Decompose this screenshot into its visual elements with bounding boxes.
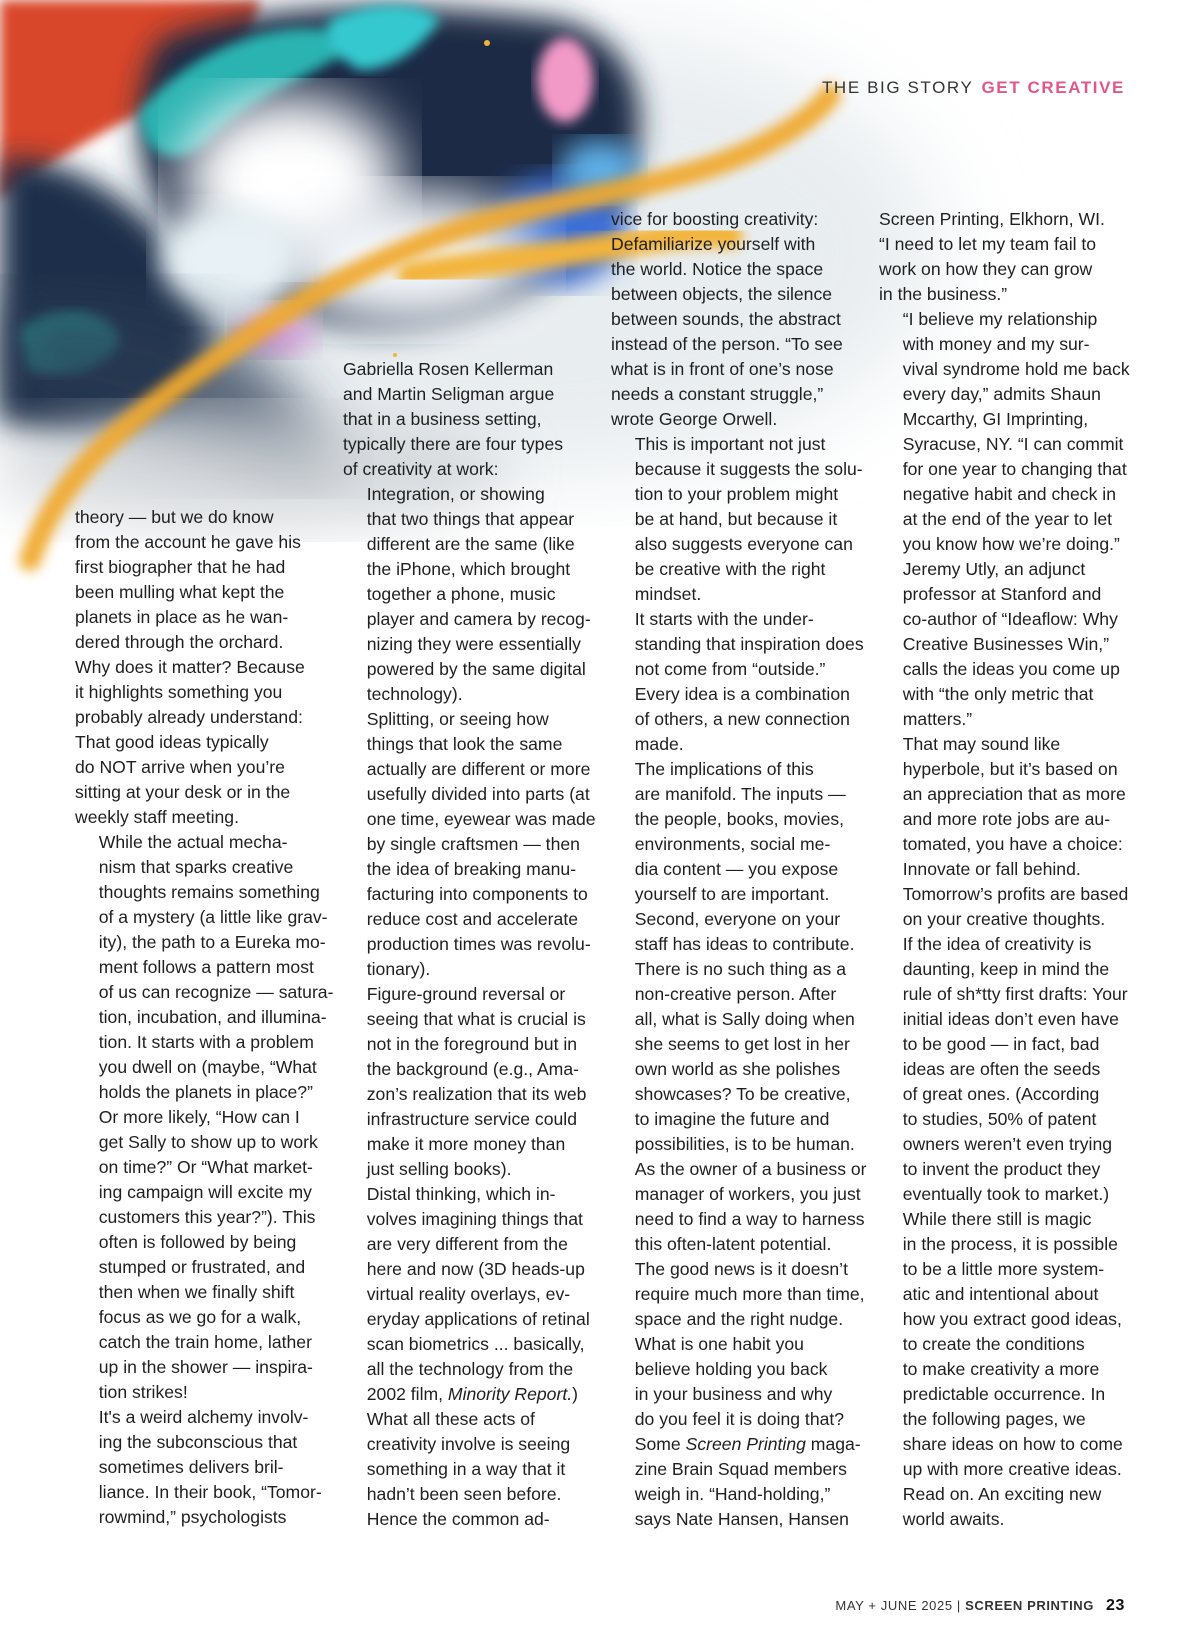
text-line: to studies, 50% of patent xyxy=(902,1109,1097,1129)
text-line: rowmind,” psychologists xyxy=(98,1507,287,1527)
text-line: probably already understand: xyxy=(75,707,303,727)
text-line: from the account he gave his xyxy=(75,532,301,552)
text-line: it highlights something you xyxy=(75,682,283,702)
text-line: seeing that what is crucial is xyxy=(366,1009,586,1029)
text-line: manager of workers, you just xyxy=(634,1184,861,1204)
paragraph xyxy=(343,357,593,482)
text-line: and more rote jobs are au- xyxy=(902,809,1111,829)
text-line: often is followed by being xyxy=(98,1232,297,1252)
text-line: be creative with the right xyxy=(634,559,826,579)
paragraph xyxy=(879,207,1129,307)
paragraph xyxy=(343,1507,593,1532)
text-line: that two things that appear xyxy=(366,509,575,529)
article-column-4 xyxy=(879,207,1129,1532)
text-line: If the idea of creativity is xyxy=(902,934,1092,954)
text-line: usefully divided into parts (at xyxy=(366,784,590,804)
magazine-name: SCREEN PRINTING xyxy=(965,1598,1094,1613)
text-line: the iPhone, which brought xyxy=(366,559,571,579)
paragraph xyxy=(75,830,334,1405)
text-line: weigh in. “Hand-holding,” xyxy=(634,1484,831,1504)
text-line: zon’s realization that its web xyxy=(366,1084,587,1104)
text-line: do you feel it is doing that? xyxy=(634,1409,845,1429)
text-line: to be good — in fact, bad xyxy=(902,1034,1100,1054)
text-line: eryday applications of retinal xyxy=(366,1309,590,1329)
text-line: environments, social me- xyxy=(634,834,831,854)
text-line: something in a way that it xyxy=(366,1459,566,1479)
text-line: mindset. xyxy=(634,584,702,604)
text-line: every day,” admits Shaun xyxy=(902,384,1101,404)
text-line: Innovate or fall behind. xyxy=(902,859,1081,879)
text-line: Mccarthy, GI Imprinting, xyxy=(902,409,1089,429)
text-line: says Nate Hansen, Hansen xyxy=(634,1509,849,1529)
text-line: Hence the common ad- xyxy=(366,1509,550,1529)
text-line: up in the shower — inspira- xyxy=(98,1357,313,1377)
text-line: catch the train home, lather xyxy=(98,1332,312,1352)
text-line: are manifold. The inputs — xyxy=(634,784,846,804)
text-line: The implications of this xyxy=(634,759,814,779)
text-line: here and now (3D heads-up xyxy=(366,1259,585,1279)
text-line: non-creative person. After xyxy=(634,984,837,1004)
text-line: “I believe my relationship xyxy=(902,309,1098,329)
text-line: staff has ideas to contribute. xyxy=(634,934,855,954)
text-line: that in a business setting, xyxy=(343,409,542,429)
article-column-3 xyxy=(611,207,867,1532)
text-line: not in the foreground but in xyxy=(366,1034,578,1054)
text-line: in your business and why xyxy=(634,1384,833,1404)
text-line: tion to your problem might xyxy=(634,484,839,504)
paragraph xyxy=(611,1332,861,1532)
text-line: vival syndrome hold me back xyxy=(902,359,1130,379)
text-line: negative habit and check in xyxy=(902,484,1116,504)
text-line: Screen Printing, Elkhorn, WI. xyxy=(879,209,1105,229)
text-line: ity), the path to a Eureka mo- xyxy=(98,932,326,952)
text-line: of us can recognize — satura- xyxy=(98,982,334,1002)
text-line: things that look the same xyxy=(366,734,563,754)
text-line: vice for boosting creativity: xyxy=(611,209,819,229)
text-line: different are the same (like xyxy=(366,534,575,554)
text-line: in the process, it is possible xyxy=(902,1234,1118,1254)
paragraph xyxy=(879,1207,1129,1532)
text-line: needs a constant struggle,” xyxy=(611,384,824,404)
paragraph xyxy=(611,432,861,607)
text-line: hadn’t been seen before. xyxy=(366,1484,562,1504)
text-line: infrastructure service could xyxy=(366,1109,577,1129)
text-line: It starts with the under- xyxy=(634,609,814,629)
text-line: do NOT arrive when you’re xyxy=(75,757,285,777)
text-line: tion strikes! xyxy=(98,1382,188,1402)
text-line: the background (e.g., Ama- xyxy=(366,1059,579,1079)
text-line: the idea of breaking manu- xyxy=(366,859,577,879)
text-line: liance. In their book, “Tomor- xyxy=(98,1482,322,1502)
text-line: tion, incubation, and illumina- xyxy=(98,1007,327,1027)
text-line: Distal thinking, which in- xyxy=(366,1184,556,1204)
paragraph xyxy=(75,1405,325,1530)
text-line: Tomorrow’s profits are based xyxy=(902,884,1129,904)
text-line: you know how we’re doing.” xyxy=(902,534,1120,554)
article-column-1 xyxy=(75,505,334,1530)
text-line: This is important not just xyxy=(634,434,826,454)
text-line: sitting at your desk or in the xyxy=(75,782,291,802)
text-line: the following pages, we xyxy=(902,1409,1086,1429)
text-line: ing the subconscious that xyxy=(98,1432,298,1452)
paragraph xyxy=(879,732,1129,932)
text-line: on your creative thoughts. xyxy=(902,909,1106,929)
section-header xyxy=(822,78,1125,98)
paragraph xyxy=(611,607,864,757)
text-line: reduce cost and accelerate xyxy=(366,909,579,929)
text-line: are very different from the xyxy=(366,1234,568,1254)
text-line: planets in place as he wan- xyxy=(75,607,289,627)
text-line: just selling books). xyxy=(366,1159,512,1179)
text-line: up with more creative ideas. xyxy=(902,1459,1122,1479)
paragraph xyxy=(879,557,1129,732)
text-line: together a phone, music xyxy=(366,584,556,604)
text-line: of great ones. (According xyxy=(902,1084,1100,1104)
text-line: eventually took to market.) xyxy=(902,1184,1110,1204)
text-line: professor at Stanford and xyxy=(902,584,1102,604)
text-line: daunting, keep in mind the xyxy=(902,959,1110,979)
text-line: of creativity at work: xyxy=(343,459,499,479)
text-line: As the owner of a business or xyxy=(634,1159,867,1179)
text-line: this often-latent potential. xyxy=(634,1234,832,1254)
text-line: tomated, you have a choice: xyxy=(902,834,1123,854)
text-line: world awaits. xyxy=(902,1509,1005,1529)
text-line: all the technology from the xyxy=(366,1359,574,1379)
text-line: to create the conditions xyxy=(902,1334,1085,1354)
text-line: wrote George Orwell. xyxy=(611,409,778,429)
text-line: also suggests everyone can xyxy=(634,534,853,554)
text-line: get Sally to show up to work xyxy=(98,1132,318,1152)
text-line: between objects, the silence xyxy=(611,284,833,304)
text-line: zine Brain Squad members xyxy=(634,1459,847,1479)
text-line: in the business.” xyxy=(879,284,1008,304)
text-line: need to find a way to harness xyxy=(634,1209,865,1229)
text-line: then when we finally shift xyxy=(98,1282,295,1302)
page-footer xyxy=(835,1597,1125,1615)
text-line: to be a little more system- xyxy=(902,1259,1105,1279)
text-line: That good ideas typically xyxy=(75,732,269,752)
text-line: While there still is magic xyxy=(902,1209,1092,1229)
text-line: of others, a new connection xyxy=(634,709,850,729)
text-line: with money and my sur- xyxy=(902,334,1090,354)
text-line: The good news is it doesn’t xyxy=(634,1259,848,1279)
text-line: sometimes delivers bril- xyxy=(98,1457,284,1477)
text-line: Syracuse, NY. “I can commit xyxy=(902,434,1124,454)
text-line: to make creativity a more xyxy=(902,1359,1100,1379)
text-line: virtual reality overlays, ev- xyxy=(366,1284,571,1304)
text-line: own world as she polishes xyxy=(634,1059,841,1079)
page-number: 23 xyxy=(1106,1597,1125,1614)
text-line: Figure-ground reversal or xyxy=(366,984,566,1004)
text-line: 2002 film, Minority Report.) xyxy=(366,1384,578,1404)
text-line: to invent the product they xyxy=(902,1159,1101,1179)
paragraph xyxy=(879,932,1129,1207)
text-line: What is one habit you xyxy=(634,1334,804,1354)
text-line: standing that inspiration does xyxy=(634,634,864,654)
text-line: how you extract good ideas, xyxy=(902,1309,1122,1329)
text-line: powered by the same digital xyxy=(366,659,586,679)
text-line: be at hand, but because it xyxy=(634,509,838,529)
text-line: the world. Notice the space xyxy=(611,259,824,279)
text-line: Some Screen Printing maga- xyxy=(634,1434,861,1454)
text-line: you dwell on (maybe, “What xyxy=(98,1057,317,1077)
text-line: dered through the orchard. xyxy=(75,632,284,652)
text-line: initial ideas don’t even have xyxy=(902,1009,1119,1029)
text-line: Why does it matter? Because xyxy=(75,657,305,677)
text-line: co-author of “Ideaflow: Why xyxy=(902,609,1118,629)
text-line: with “the only metric that xyxy=(902,684,1094,704)
text-line: Or more likely, “How can I xyxy=(98,1107,300,1127)
text-line: possibilities, is to be human. xyxy=(634,1134,855,1154)
paragraph xyxy=(879,307,1129,557)
text-line: atic and intentional about xyxy=(902,1284,1099,1304)
text-line: tion. It starts with a problem xyxy=(98,1032,314,1052)
paragraph xyxy=(611,207,861,432)
paragraph xyxy=(343,482,593,707)
text-line: typically there are four types xyxy=(343,434,564,454)
text-line: calls the ideas you come up xyxy=(902,659,1120,679)
text-line: by single craftsmen — then xyxy=(366,834,580,854)
text-line: Jeremy Utly, an adjunct xyxy=(902,559,1086,579)
text-line: thoughts remains something xyxy=(98,882,320,902)
text-line: because it suggests the solu- xyxy=(634,459,863,479)
text-line: actually are different or more xyxy=(366,759,591,779)
text-line: require much more than time, xyxy=(634,1284,865,1304)
text-line: ideas are often the seeds xyxy=(902,1059,1101,1079)
text-line: Integration, or showing xyxy=(366,484,545,504)
paragraph xyxy=(611,757,867,1332)
text-line: share ideas on how to come xyxy=(902,1434,1123,1454)
text-line: predictable occurrence. In xyxy=(902,1384,1106,1404)
text-line: yourself to are important. xyxy=(634,884,830,904)
section-title: GET CREATIVE xyxy=(981,78,1125,97)
text-line: focus as we go for a walk, xyxy=(98,1307,302,1327)
text-line: stumped or frustrated, and xyxy=(98,1257,306,1277)
text-line: technology). xyxy=(366,684,463,704)
article-column-2 xyxy=(343,357,596,1532)
text-line: instead of the person. “To see xyxy=(611,334,843,354)
text-line: ment follows a pattern most xyxy=(98,957,314,977)
text-line: matters.” xyxy=(902,709,973,729)
text-line: Creative Businesses Win,” xyxy=(902,634,1110,654)
paragraph xyxy=(75,505,325,830)
text-line: player and camera by recog- xyxy=(366,609,591,629)
text-line: not come from “outside.” xyxy=(634,659,826,679)
text-line: the people, books, movies, xyxy=(634,809,845,829)
text-line: It's a weird alchemy involv- xyxy=(98,1407,309,1427)
text-line: That may sound like xyxy=(902,734,1061,754)
text-line: make it more money than xyxy=(366,1134,566,1154)
text-line: work on how they can grow xyxy=(879,259,1093,279)
paragraph xyxy=(343,982,593,1182)
text-line: to imagine the future and xyxy=(634,1109,830,1129)
text-line: for one year to changing that xyxy=(902,459,1127,479)
text-line: between sounds, the abstract xyxy=(611,309,841,329)
text-line: production times was revolu- xyxy=(366,934,591,954)
text-line: scan biometrics ... basically, xyxy=(366,1334,585,1354)
text-line: space and the right nudge. xyxy=(634,1309,844,1329)
text-line: she seems to get lost in her xyxy=(634,1034,850,1054)
text-line: What all these acts of xyxy=(366,1409,535,1429)
text-line: customers this year?”). This xyxy=(98,1207,316,1227)
paragraph xyxy=(343,707,596,982)
text-line: weekly staff meeting. xyxy=(75,807,239,827)
text-line: Defamiliarize yourself with xyxy=(611,234,816,254)
text-line: theory — but we do know xyxy=(75,507,274,527)
text-line: holds the planets in place?” xyxy=(98,1082,313,1102)
paragraph xyxy=(343,1407,593,1507)
text-line: what is in front of one’s nose xyxy=(611,359,834,379)
text-line: owners weren’t even trying xyxy=(902,1134,1113,1154)
text-line: Splitting, or seeing how xyxy=(366,709,549,729)
text-line: all, what is Sally doing when xyxy=(634,1009,855,1029)
text-line: of a mystery (a little like grav- xyxy=(98,907,328,927)
text-line: on time?” Or “What market- xyxy=(98,1157,313,1177)
text-line: nism that sparks creative xyxy=(98,857,294,877)
text-line: tionary). xyxy=(366,959,431,979)
text-line: creativity involve is seeing xyxy=(366,1434,571,1454)
text-line: dia content — you expose xyxy=(634,859,839,879)
paragraph xyxy=(343,1182,593,1407)
text-line: volves imagining things that xyxy=(366,1209,583,1229)
section-label: THE BIG STORY xyxy=(821,78,974,97)
text-line: rule of sh*tty first drafts: Your xyxy=(902,984,1128,1004)
text-line: Second, everyone on your xyxy=(634,909,841,929)
text-line: facturing into components to xyxy=(366,884,588,904)
text-line: There is no such thing as a xyxy=(634,959,846,979)
text-line: ing campaign will excite my xyxy=(98,1182,312,1202)
text-line: nizing they were essentially xyxy=(366,634,581,654)
text-line: hyperbole, but it’s based on xyxy=(902,759,1118,779)
text-line: been mulling what kept the xyxy=(75,582,285,602)
text-line: Read on. An exciting new xyxy=(902,1484,1102,1504)
text-line: Every idea is a combination xyxy=(634,684,850,704)
text-line: at the end of the year to let xyxy=(902,509,1113,529)
text-line: made. xyxy=(634,734,684,754)
text-line: an appreciation that as more xyxy=(902,784,1126,804)
text-line: “I need to let my team fail to xyxy=(879,234,1097,254)
text-line: showcases? To be creative, xyxy=(634,1084,851,1104)
text-line: believe holding you back xyxy=(634,1359,828,1379)
text-line: one time, eyewear was made xyxy=(366,809,596,829)
issue-date: MAY + JUNE 2025 | xyxy=(835,1598,961,1613)
text-line: Gabriella Rosen Kellerman xyxy=(343,359,554,379)
text-line: first biographer that he had xyxy=(75,557,286,577)
text-line: and Martin Seligman argue xyxy=(343,384,555,404)
text-line: While the actual mecha- xyxy=(98,832,288,852)
